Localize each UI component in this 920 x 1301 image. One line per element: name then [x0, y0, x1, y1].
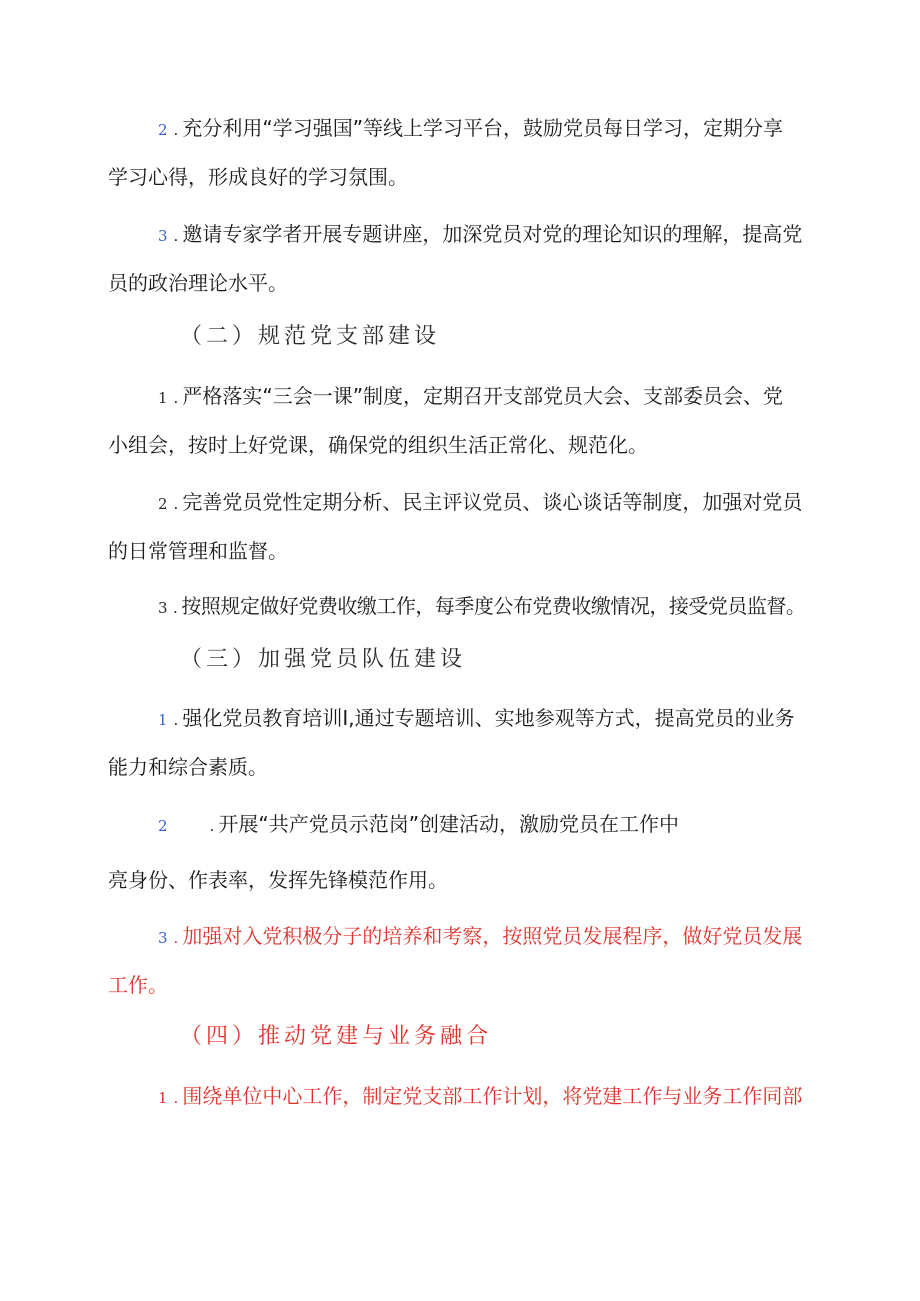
item-dot: .	[173, 1089, 179, 1107]
item-number: 2	[158, 817, 168, 835]
item-number: 1	[158, 1089, 168, 1107]
item-continuation: 能力和综合素质。	[108, 755, 268, 779]
item-dot: .	[209, 817, 215, 835]
item-text: 邀请专家学者开展专题讲座，加深党员对党的理论知识的理解，提高党	[182, 222, 803, 246]
item-text: 按照规定做好党费收缴工作，每季度公布党费收缴情况，接受党员监督。	[181, 594, 806, 618]
item-dot: .	[173, 227, 179, 245]
item-text: 开展“共产党员示范岗”创建活动，激励党员在工作中	[218, 812, 680, 836]
item-continuation: 员的政治理论水平。	[108, 271, 288, 295]
section-heading: （三）加强党员队伍建设	[180, 647, 467, 672]
item-number: 3	[158, 599, 168, 617]
item-continuation: 小组会，按时上好党课，确保党的组织生活正常化、规范化。	[108, 433, 648, 457]
list-item	[158, 810, 679, 840]
list-item	[158, 382, 783, 412]
item-continuation: 学习心得，形成良好的学习氛围。	[108, 165, 408, 189]
item-continuation: 亮身份、作表率，发挥先锋模范作用。	[108, 868, 448, 892]
item-number: 3	[158, 929, 168, 947]
item-dot: .	[173, 121, 179, 139]
item-continuation: 的日常管理和监督。	[108, 539, 288, 563]
item-number: 3	[158, 227, 168, 245]
item-dot: .	[173, 929, 179, 947]
item-continuation: 工作。	[108, 973, 168, 997]
section-heading: （二）规范党支部建设	[180, 324, 441, 349]
item-dot: .	[173, 495, 179, 513]
item-number: 1	[158, 711, 168, 729]
list-item	[158, 488, 802, 518]
item-number: 2	[158, 121, 168, 139]
item-text: 围绕单位中心工作，制定党支部工作计划，将党建工作与业务工作同部	[182, 1084, 803, 1108]
list-item	[158, 1082, 802, 1112]
item-text: 完善党员党性定期分析、民主评议党员、谈心谈话等制度，加强对党员	[182, 490, 803, 514]
section-heading: （四）推动党建与业务融合	[180, 1024, 493, 1049]
list-item	[158, 592, 805, 622]
item-text: 充分利用“学习强国”等线上学习平台，鼓励党员每日学习，定期分享	[182, 116, 784, 140]
list-item	[158, 704, 795, 734]
item-text: 加强对入党积极分子的培养和考察，按照党员发展程序，做好党员发展	[182, 924, 803, 948]
list-item	[158, 922, 802, 952]
item-dot: .	[173, 599, 178, 617]
item-number: 2	[158, 495, 168, 513]
list-item	[158, 220, 802, 250]
list-item	[158, 114, 783, 144]
item-dot: .	[173, 711, 179, 729]
item-number: 1	[158, 389, 168, 407]
item-dot: .	[173, 389, 179, 407]
item-text: 严格落实“三会一课”制度，定期召开支部党员大会、支部委员会、党	[182, 384, 784, 408]
item-text: 强化党员教育培训I,通过专题培训、实地参观等方式，提高党员的业务	[182, 706, 795, 730]
